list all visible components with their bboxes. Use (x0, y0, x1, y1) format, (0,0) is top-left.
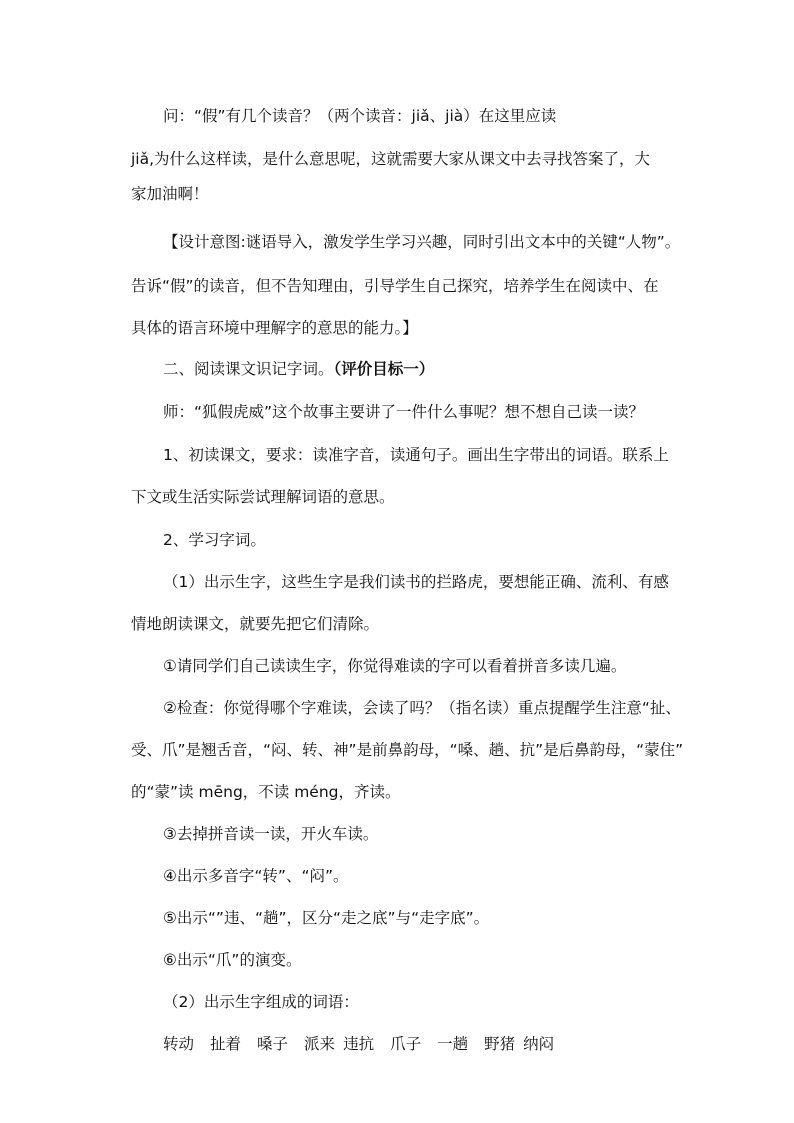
vocab-word: 嗓子 (257, 1035, 289, 1053)
vocabulary-word-list (163, 1034, 554, 1054)
design-intent-line-1: 【设计意图:谜语导入，激发学生学习兴趣，同时引出文本中的关键“人物”。 (163, 233, 681, 251)
design-intent-line-2: 告诉“假”的读音，但不告知理由，引导学生自己探究，培养学生在阅读中、在 (131, 277, 659, 295)
item-2-heading: 2、学习字词。 (163, 531, 266, 549)
step-6: ⑥出示“爪”的演变。 (163, 951, 302, 969)
step-2-line-1: ②检查：你觉得哪个字难读，会读了吗？（指名读）重点提醒学生注意“扯、 (163, 699, 681, 717)
step-3: ③去掉拼音读一读，开火车读。 (163, 825, 379, 843)
vocab-word: 派来 (304, 1035, 336, 1053)
vocab-word: 爪子 (390, 1035, 422, 1053)
item-1-line-1: 1、初读课文，要求：读准字音，读通句子。画出生字带出的词语。联系上 (163, 446, 669, 464)
step-2-line-2: 受、爪”是翘舌音，“闷、转、神”是前鼻韵母，“嗓、趟、抗”是后鼻韵母，“蒙住” (131, 741, 684, 759)
design-intent-line-3: 具体的语言环境中理解字的意思的能力。】 (131, 319, 418, 337)
step-5: ⑤出示“”违、“趟”，区分“走之底”与“走字底”。 (163, 909, 490, 927)
vocab-word: 违抗 (343, 1035, 375, 1053)
question-line-2: jiǎ,为什么这样读，是什么意思呢，这就需要大家从课文中去寻找答案了，大 (131, 150, 651, 168)
step-1: ①请同学们自己读读生字，你觉得难读的字可以看着拼音多读几遍。 (163, 657, 627, 675)
vocab-word: 纳闷 (523, 1035, 555, 1053)
vocab-word: 扯着 (210, 1035, 242, 1053)
teacher-question: 师：“狐假虎威”这个故事主要讲了一件什么事呢？想不想自己读一读？ (163, 403, 645, 421)
step-2-line-3: 的“蒙”读 mēng，不读 méng，齐读。 (131, 783, 401, 801)
section-2-evaluation-goal: （评价目标一） (333, 360, 435, 378)
item-1-line-2: 下文或生活实际尝试理解词语的意思。 (131, 488, 395, 506)
vocab-word: 转动 (163, 1035, 195, 1053)
sub-item-2: （2）出示生字组成的词语： (163, 993, 359, 1011)
vocab-word: 野猪 (484, 1035, 516, 1053)
section-2-title: 二、阅读课文识记字词。 (163, 360, 334, 378)
vocab-word: 一趟 (437, 1035, 469, 1053)
step-4: ④出示多音字“转”、“闷”。 (163, 867, 349, 885)
question-line-1: 问：“假”有几个读音？（两个读音：jiǎ、jià）在这里应读 (163, 107, 557, 125)
question-line-3: 家加油啊！ (131, 185, 209, 203)
section-2-heading (163, 359, 434, 379)
sub-item-1-line-1: （1）出示生字，这些生字是我们读书的拦路虎，要想能正确、流利、有感 (163, 573, 669, 591)
sub-item-1-line-2: 情地朗读课文，就要先把它们清除。 (131, 615, 380, 633)
